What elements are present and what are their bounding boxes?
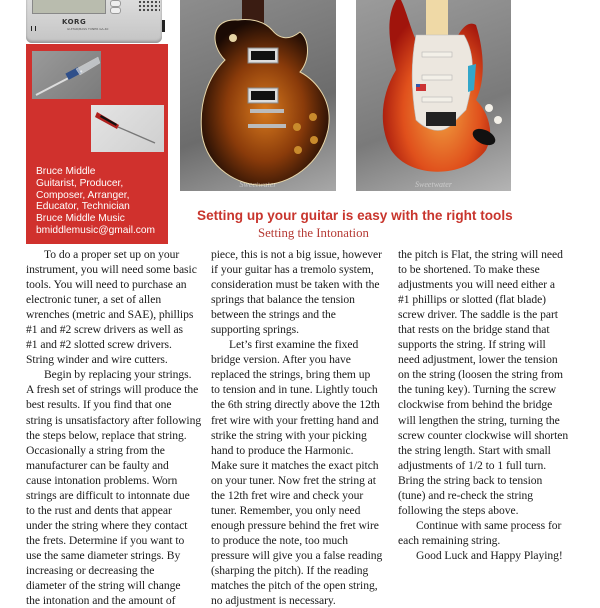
- text-line: under the string where they contact: [26, 518, 188, 532]
- text-line: Continue with same process for: [416, 518, 562, 532]
- tuner-speaker: [138, 0, 160, 12]
- text-line: to be shortened. To make these: [398, 263, 540, 277]
- text-line: string is unsatisfactory after following: [26, 413, 202, 427]
- text-line: the tuning key). Turning the screw: [398, 383, 557, 397]
- text-line: springs that balance the tension: [211, 293, 355, 307]
- text-line: electronic tuner, a set of allen: [26, 293, 162, 307]
- text-line: Bring the string back to tension: [398, 473, 543, 487]
- text-line: adjustments of 1/2 to 1 full turn.: [398, 458, 547, 472]
- text-line: wrenches (metric and SAE), phillips: [26, 308, 194, 322]
- text-line: piece, this is not a big issue, however: [211, 248, 382, 261]
- article-headline: Setting up your guitar is easy with the right tools: [197, 208, 513, 223]
- text-line: To do a proper set up on your: [44, 248, 180, 261]
- text-line: the frets. Determine if you want to: [26, 533, 185, 547]
- text-line: adjustments you will need either a: [398, 278, 556, 292]
- les-paul-guitar-image: [180, 0, 336, 191]
- text-line: bridge version. After you have: [211, 353, 351, 367]
- text-line: to the rust and dents that appear: [26, 503, 172, 517]
- author-role: Guitarist, Producer,: [36, 177, 124, 189]
- text-line: Let’s first examine the fixed: [229, 338, 359, 352]
- text-line: Occasionally a string from the: [26, 443, 165, 457]
- tuner-jack: [162, 20, 165, 32]
- screwdriver-icon: [91, 105, 164, 152]
- text-line: supporting springs.: [211, 323, 299, 337]
- tuner-power-icon: [31, 26, 36, 31]
- text-line: the string length. Start with small: [398, 443, 551, 457]
- text-line: enough pressure behind the fret wire: [211, 518, 379, 532]
- text-line: use the same diameter strings. By: [26, 548, 181, 562]
- text-line: #1 phillips or slotted (flat blade): [398, 293, 546, 307]
- tuner-button: [110, 0, 121, 7]
- text-line: diameter of the string will change: [26, 579, 181, 593]
- text-line: tuner. Remember, you only need: [211, 503, 361, 517]
- text-line: manufacturer can be faulty and: [26, 458, 169, 472]
- text-line: cause intonation problems. Worn: [26, 473, 178, 487]
- text-line: if your guitar has a tremolo system,: [211, 263, 374, 277]
- author-bio: [36, 166, 155, 237]
- tuner-brand: KORG: [62, 18, 87, 26]
- text-line: need adjustment, lower the tension: [398, 353, 558, 367]
- text-line: on the string (loosen the string from: [398, 368, 563, 382]
- text-line: matches the pitch of the open string,: [211, 579, 378, 593]
- watermark: Sweetwater: [415, 180, 452, 189]
- text-line: that rests on the bridge stand that: [398, 323, 550, 337]
- text-line: to tension and in tune. Lightly touch: [211, 383, 378, 397]
- text-line: tools. You will need to purchase an: [26, 278, 187, 292]
- stratocaster-guitar-icon: [356, 0, 511, 191]
- text-line: the intonation and the amount of: [26, 594, 176, 608]
- text-line: strike the string with your picking: [211, 428, 367, 442]
- text-line: Make sure it matches the exact pitch: [211, 458, 379, 472]
- text-line: the steps below, replace that string.: [26, 428, 187, 442]
- text-line: supports the string. If string will: [398, 338, 546, 352]
- text-line: clockwise from behind the bridge: [398, 398, 553, 412]
- article-column-3: [398, 247, 582, 563]
- author-name: Bruce Middle: [36, 166, 96, 177]
- watermark: Sweetwater: [239, 180, 277, 189]
- screwdriver-image: [91, 105, 164, 152]
- author-email[interactable]: bmiddlemusic@gmail.com: [36, 224, 156, 236]
- text-line: to produce the note, too much: [211, 533, 348, 547]
- text-line: (tune) and re-check the string: [398, 488, 533, 502]
- article-column-1: [26, 247, 210, 608]
- text-line: the 6th string directly above the 12th: [211, 398, 380, 412]
- text-line: #1 and #2 slotted screw drivers.: [26, 338, 172, 352]
- text-line: instrument, you will need some basic: [26, 263, 197, 277]
- les-paul-guitar-icon: [180, 0, 336, 191]
- hex-tool-image: [32, 51, 101, 99]
- text-line: the 12th fret wire and check your: [211, 488, 364, 502]
- stratocaster-guitar-image: [356, 0, 511, 191]
- author-company: Bruce Middle Music: [36, 213, 125, 225]
- text-line: fret wire with your fretting hand and: [211, 413, 379, 427]
- text-line: Good Luck and Happy Playing!: [416, 548, 563, 562]
- text-line: pressure will give you a false reading: [211, 548, 383, 562]
- text-line: hand to produce the Harmonic.: [211, 443, 354, 457]
- text-line: will lengthen the string, turning the: [398, 413, 560, 427]
- article-column-2: [211, 247, 395, 608]
- text-line: the pitch is Flat, the string will need: [398, 248, 563, 261]
- tuner-image: [26, 0, 162, 43]
- text-line: between the strings and the: [211, 308, 336, 322]
- text-line: strings are difficult to intonnate due: [26, 488, 190, 502]
- text-line: (sharping the pitch). If the reading: [211, 563, 369, 577]
- text-line: on your tuner. Now fret the string at: [211, 473, 376, 487]
- author-role: Educator, Technician: [36, 201, 130, 213]
- text-line: consideration must be taken with the: [211, 278, 380, 292]
- text-line: A fresh set of strings will produce the: [26, 383, 199, 397]
- tuner-display: [32, 0, 106, 14]
- text-line: screw counter clockwise will shorten: [398, 428, 569, 442]
- author-role: Composer, Arranger,: [36, 189, 130, 201]
- text-line: screw driver. The saddle is the part: [398, 308, 558, 322]
- text-line: Begin by replacing your strings.: [44, 368, 192, 382]
- tuner-button: [110, 7, 121, 14]
- article-subhead: Setting the Intonation: [258, 226, 369, 240]
- text-line: String winder and wire cutters.: [26, 353, 168, 367]
- text-line: increasing or decreasing the: [26, 563, 155, 577]
- text-line: no adjustment is necessary.: [211, 594, 336, 608]
- hex-screwdriver-icon: [32, 51, 101, 99]
- tuner-model: GUITAR/BASS TUNER GA-40: [67, 27, 109, 31]
- text-line: #1 and #2 screw drivers as well as: [26, 323, 184, 337]
- text-line: following the steps above.: [398, 503, 519, 517]
- text-line: each remaining string.: [398, 533, 501, 547]
- text-line: best results. If you find that one: [26, 398, 172, 412]
- text-line: replaced the strings, bring them up: [211, 368, 371, 382]
